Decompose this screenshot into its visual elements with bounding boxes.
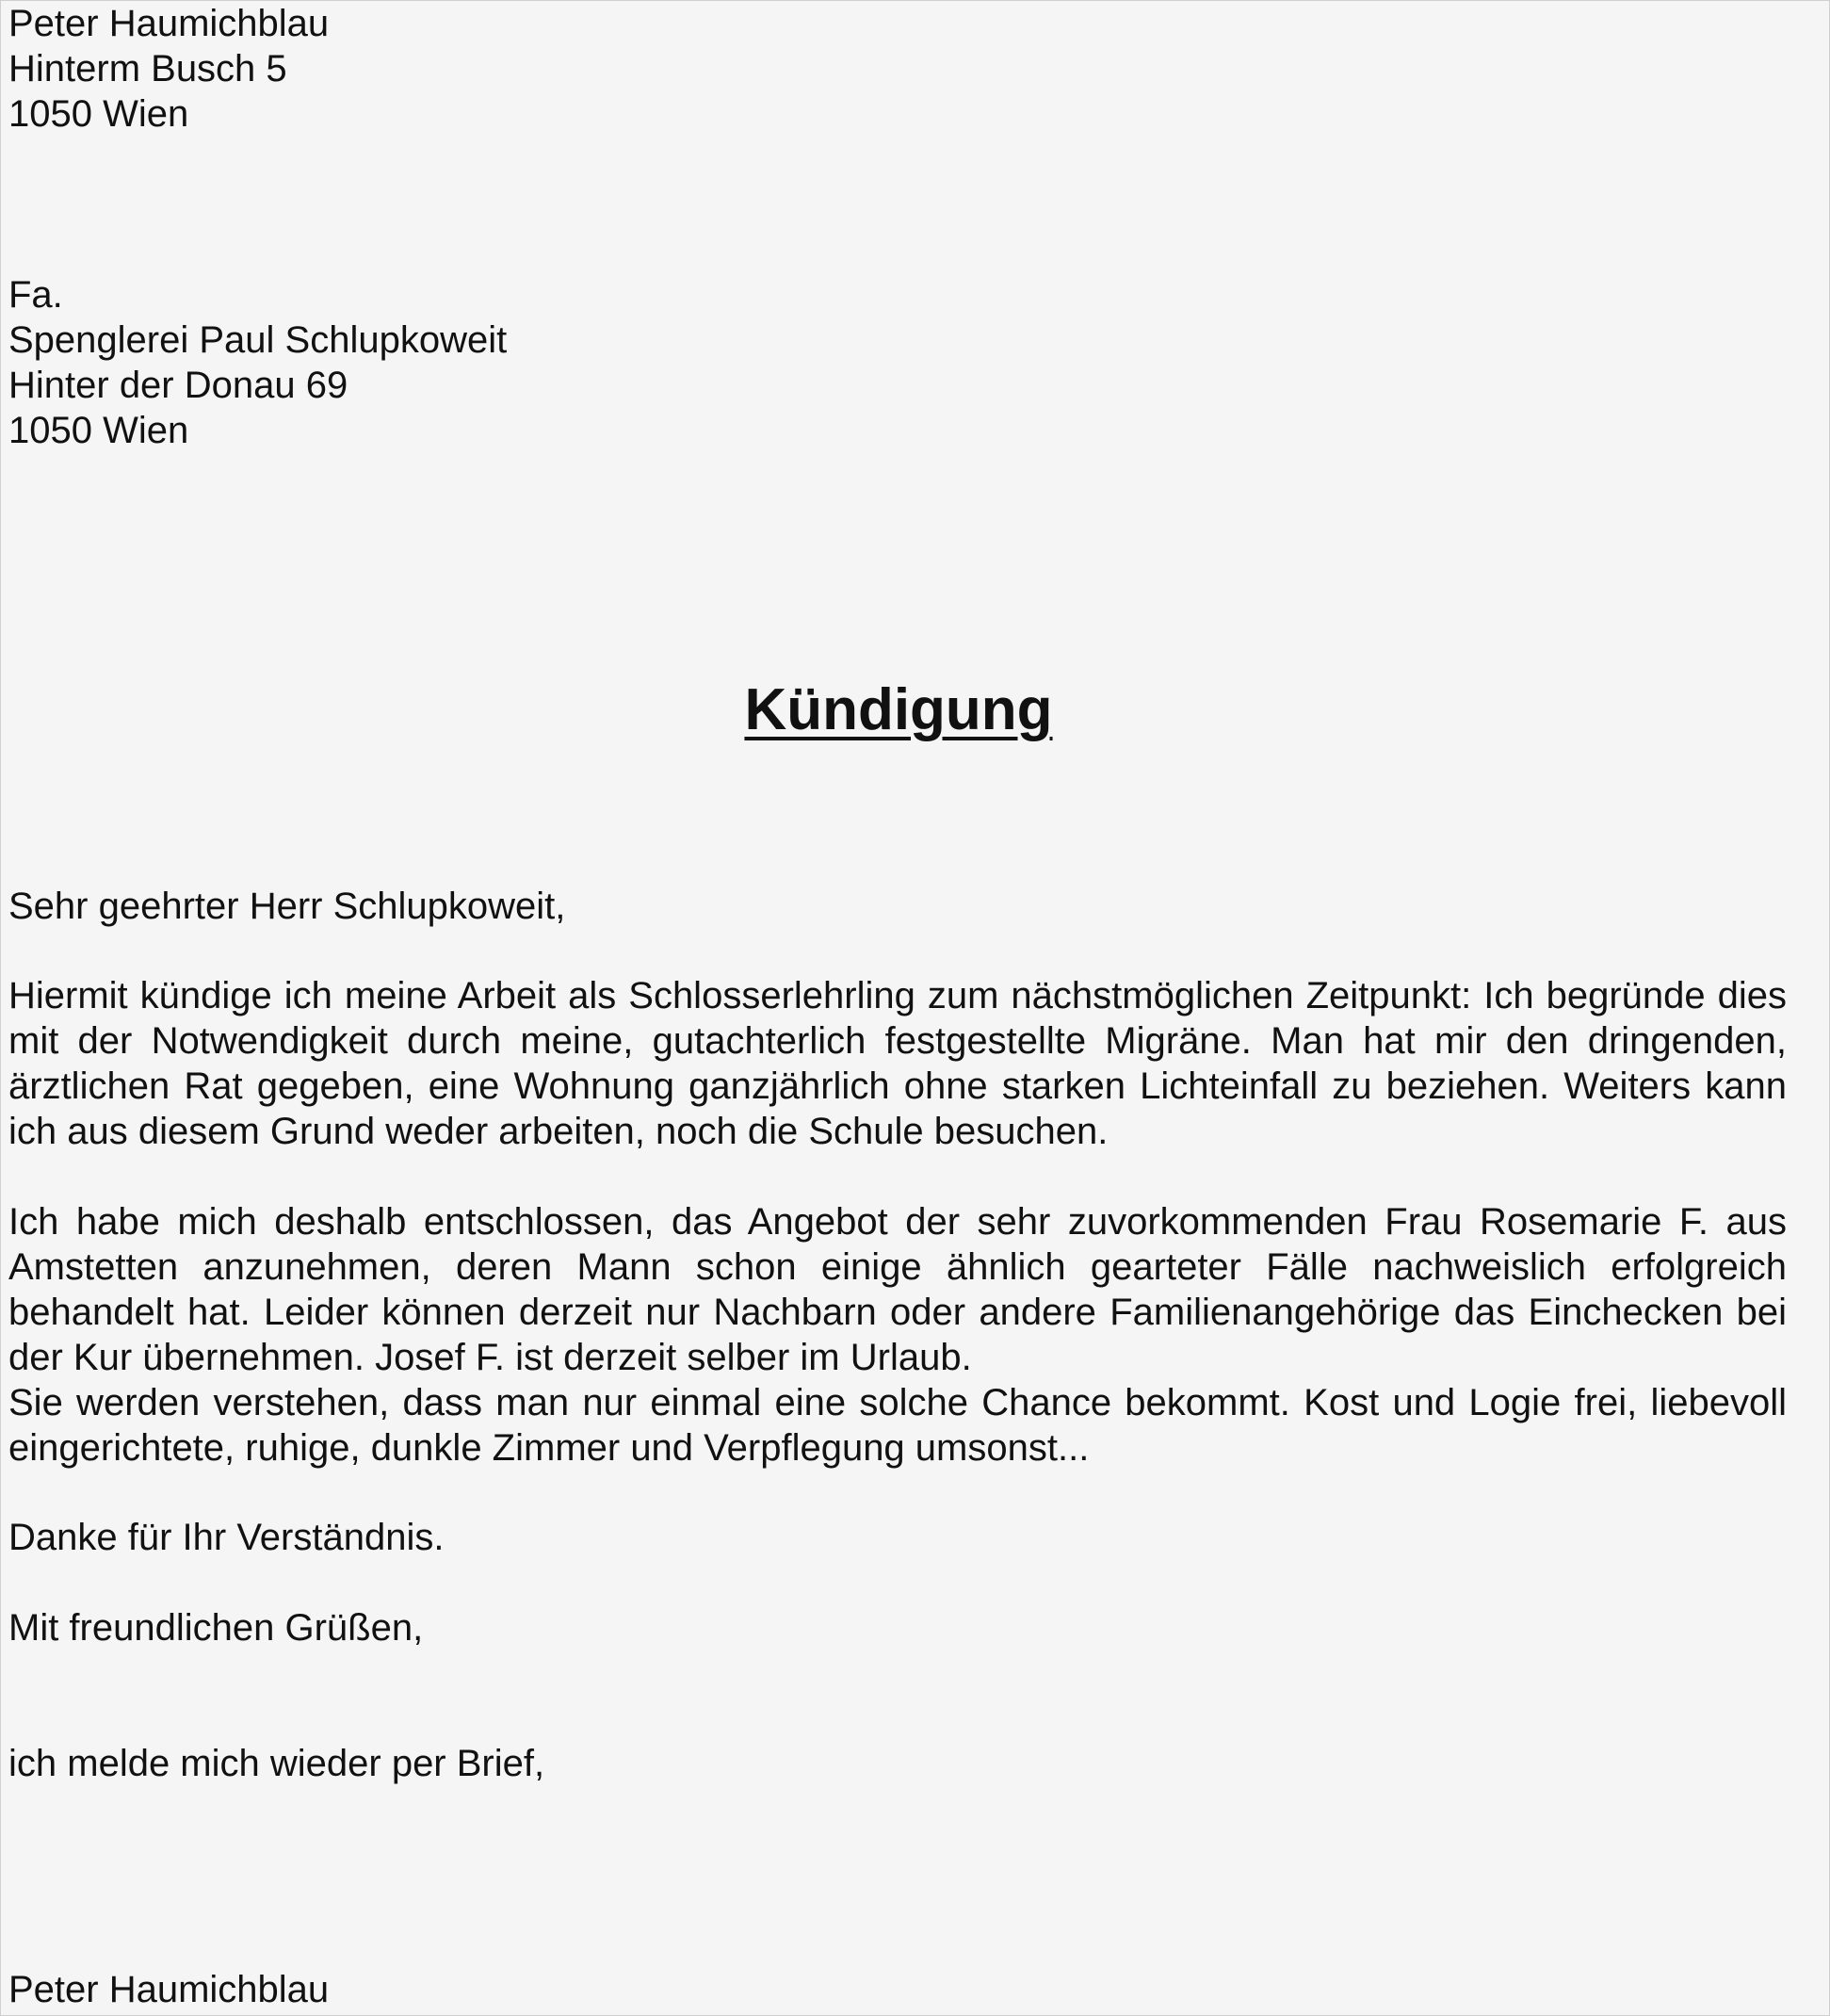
sender-address bbox=[8, 1, 329, 137]
recipient-company: Spenglerei Paul Schlupkoweit bbox=[8, 319, 508, 361]
body-paragraph-1: Hiermit kündige ich meine Arbeit als Schlosserlehrling zum nächstmöglichen Zeitpunkt: Ich begründe dies mit der Notwendigkeit durch meine, gutachterlich festgestellte Migräne. Man hat mir den dringenden, ärztlichen Rat gegeben, eine Wohnung ganzjährlich ohne starken Lichteinfall zu beziehen. Weiters kann ich aus diesem Grund weder arbeiten, noch die Schule besuchen. bbox=[8, 975, 1787, 1152]
sender-street: Hinterm Busch 5 bbox=[8, 48, 287, 89]
recipient-address bbox=[8, 272, 507, 453]
promise-line: ich melde mich wieder per Brief, bbox=[8, 1743, 545, 1784]
recipient-street: Hinter der Donau 69 bbox=[8, 365, 348, 406]
sender-city: 1050 Wien bbox=[8, 93, 189, 135]
body-paragraph-2: Ich habe mich deshalb entschlossen, das Angebot der sehr zuvorkommenden Frau Rosemarie F. aus Amstetten anzunehmen, deren Mann schon einige ähnlich gearteter Fälle nachweislich erfolgreich behandelt hat. Leider können derzeit nur Nachbarn oder andere Familienangehörige das Einchecken bei der Kur übernehmen. Josef F. ist derzeit selber im Urlaub. bbox=[8, 1201, 1787, 1378]
letter-title: Kündigung bbox=[744, 677, 1053, 742]
salutation: Sehr geehrter Herr Schlupkoweit, bbox=[8, 886, 566, 927]
sender-name: Peter Haumichblau bbox=[8, 3, 330, 44]
body-paragraph-3: Sie werden verstehen, dass man nur einmal eine solche Chance bekommt. Kost und Logie frei, liebevoll eingerichtete, ruhige, dunkle Zimmer und Verpflegung umsonst... bbox=[8, 1382, 1787, 1469]
recipient-city: 1050 Wien bbox=[8, 410, 189, 451]
recipient-prefix: Fa. bbox=[8, 274, 63, 316]
signature-name: Peter Haumichblau bbox=[8, 1969, 330, 2010]
thanks-line: Danke für Ihr Verständnis. bbox=[8, 1517, 445, 1558]
closing-line: Mit freundlichen Grüßen, bbox=[8, 1607, 424, 1649]
